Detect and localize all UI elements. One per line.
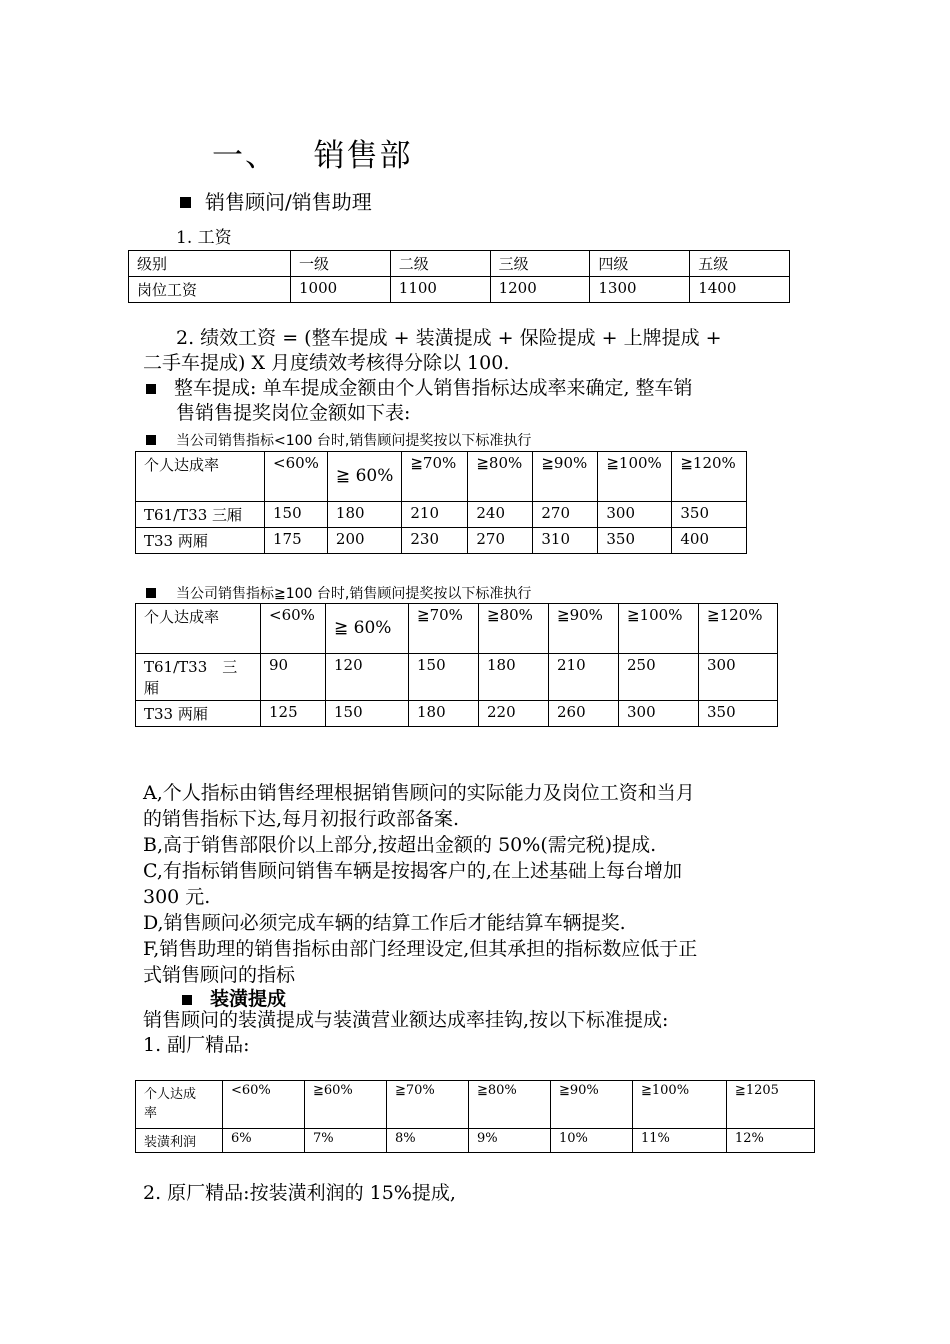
table-cell: 220 — [479, 701, 549, 727]
square-bullet-icon — [146, 384, 156, 394]
table-cell: 350 — [699, 701, 778, 727]
table-cell: 五级 — [690, 251, 790, 277]
table-cell: 350 — [672, 502, 747, 528]
table-cell: 240 — [468, 502, 533, 528]
notes-block — [143, 780, 697, 988]
table-cell: T61/T33 三厢 — [136, 502, 265, 528]
table-cell: 7% — [305, 1129, 387, 1153]
condition-note-1 — [146, 430, 531, 450]
table-cell: 12% — [726, 1129, 814, 1153]
cell-line: T61/T33 三 — [144, 658, 238, 676]
salary-table — [128, 250, 790, 303]
table-row — [136, 654, 778, 701]
note-line: D,销售顾问必须完成车辆的结算工作后才能结算车辆提奖. — [143, 912, 626, 934]
table-row — [136, 528, 747, 554]
table-cell: 岗位工资 — [129, 277, 291, 303]
table-cell: 180 — [409, 701, 479, 727]
table-cell: 1400 — [690, 277, 790, 303]
decoration-intro: 销售顾问的装潢提成与装潢营业额达成率挂钩,按以下标准提成: — [143, 1009, 669, 1031]
decoration-item-2: 2. 原厂精品:按装潢利润的 15%提成, — [143, 1182, 456, 1204]
table-cell: 个人达成率 — [136, 452, 265, 502]
table-cell: 90 — [261, 654, 326, 701]
table-cell: 个人达成率 — [136, 604, 261, 654]
table-cell: 1200 — [490, 277, 590, 303]
square-bullet-icon — [180, 197, 191, 208]
table-cell: T33 两厢 — [136, 528, 265, 554]
note-line: B,高于销售部限价以上部分,按超出金额的 50%(需完税)提成. — [143, 834, 657, 856]
commission-table-under-100 — [135, 451, 747, 554]
table-cell: 250 — [619, 654, 699, 701]
table-cell: ≧80% — [468, 452, 533, 502]
table-cell: 8% — [387, 1129, 469, 1153]
table-cell — [136, 654, 261, 701]
table-cell: 200 — [327, 528, 401, 554]
table-cell: ≧100% — [633, 1081, 727, 1129]
table-cell: ≧70% — [402, 452, 468, 502]
salary-heading: 1. 工资 — [176, 228, 232, 248]
page-title — [212, 130, 413, 175]
table-cell: 210 — [402, 502, 468, 528]
table-cell: 175 — [265, 528, 328, 554]
table-cell: 1000 — [291, 277, 391, 303]
decoration-item-1: 1. 副厂精品: — [143, 1034, 250, 1056]
table-cell: ≧100% — [598, 452, 672, 502]
note-line: 式销售顾问的指标 — [143, 964, 296, 986]
paragraph-text: 整车提成: 单车提成金额由个人销售指标达成率来确定, 整车销 — [174, 377, 693, 399]
table-cell: 1300 — [590, 277, 690, 303]
table-cell: 一级 — [291, 251, 391, 277]
cell-line: 率 — [144, 1106, 158, 1121]
note-line: F,销售助理的销售指标由部门经理设定,但其承担的指标数应低于正 — [143, 938, 698, 960]
decoration-title: 装潢提成 — [210, 988, 287, 1010]
decoration-table — [135, 1080, 815, 1153]
condition-text: 当公司销售指标≧100 台时,销售顾问提奖按以下标准执行 — [176, 586, 532, 602]
table-cell: ≧90% — [549, 604, 619, 654]
table-row — [136, 502, 747, 528]
square-bullet-icon — [182, 995, 192, 1005]
table-cell: <60% — [261, 604, 326, 654]
section-title: 销售部 — [313, 138, 413, 174]
table-cell: 6% — [223, 1129, 305, 1153]
table-cell: 210 — [549, 654, 619, 701]
table-cell: 9% — [469, 1129, 551, 1153]
table-cell: <60% — [223, 1081, 305, 1129]
note-line: C,有指标销售顾问销售车辆是按揭客户的,在上述基础上每台增加 — [143, 860, 682, 882]
table-cell: 270 — [468, 528, 533, 554]
table-cell: 400 — [672, 528, 747, 554]
table-row — [136, 1081, 815, 1129]
table-cell: 300 — [598, 502, 672, 528]
table-cell: 120 — [326, 654, 409, 701]
table-cell: 125 — [261, 701, 326, 727]
table-row — [136, 604, 778, 654]
table-row — [129, 277, 790, 303]
note-line: 300 元. — [143, 886, 211, 908]
square-bullet-icon — [146, 435, 156, 445]
performance-pay-line2: 二手车提成) X 月度绩效考核得分除以 100. — [143, 352, 510, 374]
table-row — [129, 251, 790, 277]
table-cell: ≧120% — [699, 604, 778, 654]
table-cell: 四级 — [590, 251, 690, 277]
cell-line: 厢 — [144, 679, 160, 697]
table-cell: 150 — [265, 502, 328, 528]
table-cell: 11% — [633, 1129, 727, 1153]
square-bullet-icon — [146, 588, 156, 598]
condition-note-2 — [146, 583, 531, 603]
table-cell: 310 — [533, 528, 598, 554]
table-cell: 180 — [327, 502, 401, 528]
table-cell — [136, 1081, 223, 1129]
table-cell: 270 — [533, 502, 598, 528]
cell-line: 个人达成 — [144, 1087, 197, 1102]
section-number: 一、 — [212, 138, 278, 174]
condition-text: 当公司销售指标<100 台时,销售顾问提奖按以下标准执行 — [176, 433, 532, 449]
table-cell: 1100 — [390, 277, 490, 303]
table-cell: T33 两厢 — [136, 701, 261, 727]
note-line: A,个人指标由销售经理根据销售顾问的实际能力及岗位工资和当月 — [143, 782, 695, 804]
table-cell: <60% — [265, 452, 328, 502]
table-cell: 350 — [598, 528, 672, 554]
table-cell: ≧90% — [533, 452, 598, 502]
table-cell: ≧120% — [672, 452, 747, 502]
table-cell: 300 — [699, 654, 778, 701]
table-cell: 150 — [409, 654, 479, 701]
table-cell: ≧80% — [469, 1081, 551, 1129]
table-row — [136, 701, 778, 727]
vehicle-commission-line2: 售销售提奖岗位金额如下表: — [176, 402, 411, 424]
table-cell: 级别 — [129, 251, 291, 277]
table-cell: 150 — [326, 701, 409, 727]
table-row — [136, 1129, 815, 1153]
table-cell: ≧100% — [619, 604, 699, 654]
subsection-heading — [180, 186, 372, 215]
table-cell: ≧ 60% — [327, 452, 401, 502]
table-cell: 300 — [619, 701, 699, 727]
table-cell: 230 — [402, 528, 468, 554]
note-line: 的销售指标下达,每月初报行政部备案. — [143, 808, 460, 830]
performance-pay-line1: 2. 绩效工资 = (整车提成 + 装潢提成 + 保险提成 + 上牌提成 + — [176, 327, 722, 349]
vehicle-commission-line1 — [146, 376, 693, 401]
table-cell: ≧1205 — [726, 1081, 814, 1129]
table-cell: 三级 — [490, 251, 590, 277]
table-cell: ≧70% — [387, 1081, 469, 1129]
commission-table-over-100 — [135, 603, 778, 727]
subsection-title: 销售顾问/销售助理 — [205, 190, 372, 214]
table-cell: ≧ 60% — [326, 604, 409, 654]
table-cell: ≧70% — [409, 604, 479, 654]
table-cell: 10% — [551, 1129, 633, 1153]
table-row — [136, 452, 747, 502]
table-cell: 260 — [549, 701, 619, 727]
table-cell: 180 — [479, 654, 549, 701]
table-cell: ≧90% — [551, 1081, 633, 1129]
table-cell: ≧80% — [479, 604, 549, 654]
table-cell: ≧60% — [305, 1081, 387, 1129]
table-cell: 装潢利润 — [136, 1129, 223, 1153]
table-cell: 二级 — [390, 251, 490, 277]
